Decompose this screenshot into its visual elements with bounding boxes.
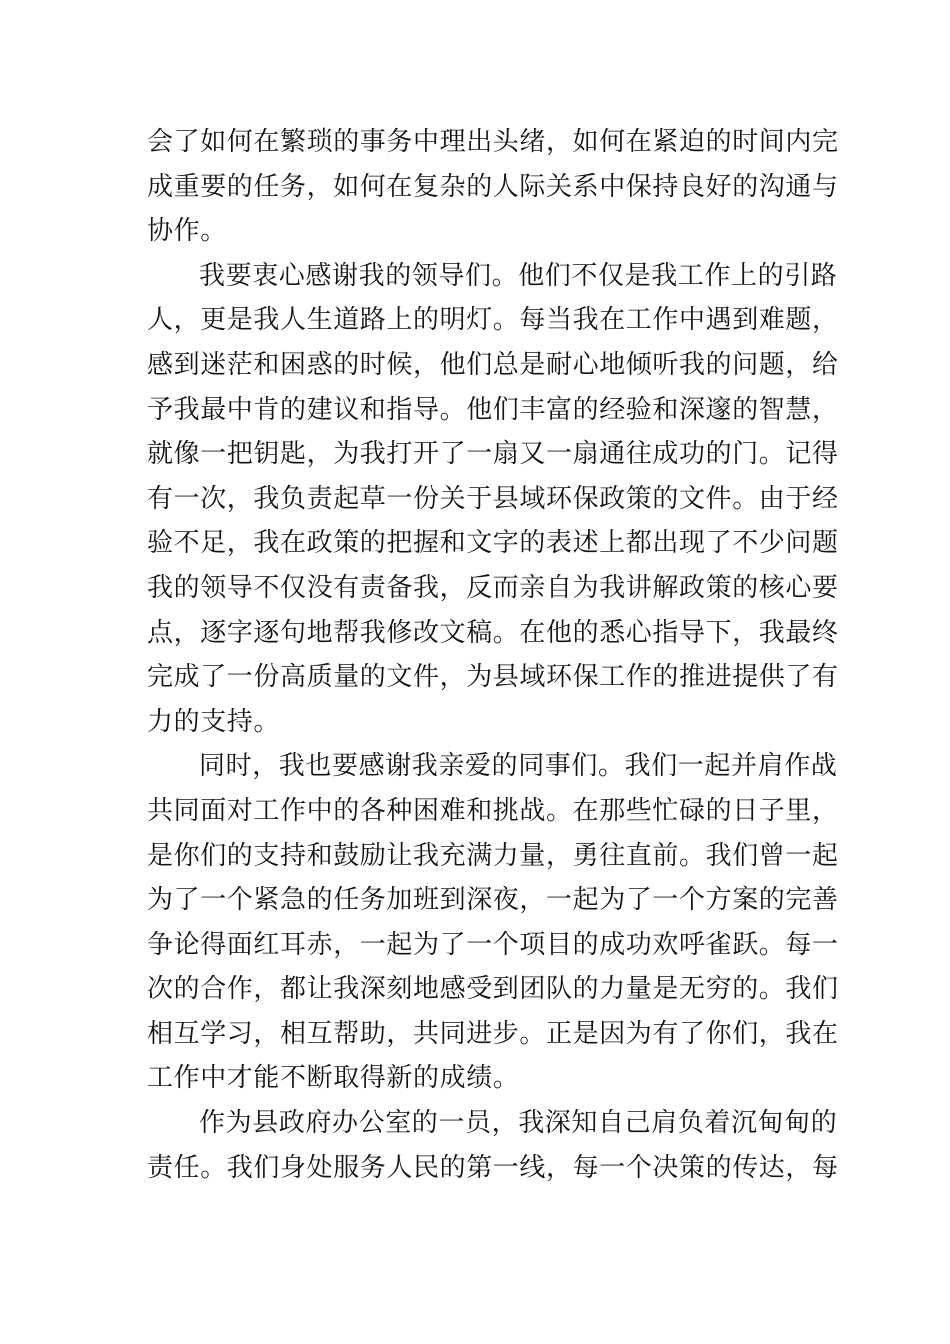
text-line: 相互学习，相互帮助，共同进步。正是因为有了你们，我在 <box>147 1018 839 1049</box>
text-line: 我的领导不仅没有责备我，反而亲自为我讲解政策的核心要 <box>147 572 839 603</box>
paragraph-first-line: 作为县政府办公室的一员，我深知自己肩负着沉甸甸的 <box>199 1108 838 1139</box>
text-line: 有一次，我负责起草一份关于县域环保政策的文件。由于经 <box>147 483 839 514</box>
text-line: 为了一个紧急的任务加班到深夜，一起为了一个方案的完善 <box>147 885 839 916</box>
text-line: 完成了一份高质量的文件，为县域环保工作的推进提供了有 <box>147 662 839 693</box>
text-line: 是你们的支持和鼓励让我充满力量，勇往直前。我们曾一起 <box>147 840 839 871</box>
text-line: 感到迷茫和困惑的时候，他们总是耐心地倾听我的问题，给 <box>147 349 839 380</box>
body-text <box>147 120 839 1190</box>
text-line: 共同面对工作中的各种困难和挑战。在那些忙碌的日子里， <box>147 795 839 826</box>
text-line: 人，更是我人生道路上的明灯。每当我在工作中遇到难题， <box>147 305 839 336</box>
text-line: 验不足，我在政策的把握和文字的表述上都出现了不少问题 <box>147 528 839 559</box>
text-line: 争论得面红耳赤，一起为了一个项目的成功欢呼雀跃。每一 <box>147 929 839 960</box>
text-line: 点，逐字逐句地帮我修改文稿。在他的悉心指导下，我最终 <box>147 617 839 648</box>
text-line: 工作中才能不断取得新的成绩。 <box>147 1063 520 1094</box>
text-line: 会了如何在繁琐的事务中理出头绪，如何在紧迫的时间内完 <box>147 127 839 157</box>
text-line: 成重要的任务，如何在复杂的人际关系中保持良好的沟通与 <box>147 171 839 202</box>
text-line: 协作。 <box>147 216 227 247</box>
text-line: 次的合作，都让我深刻地感受到团队的力量是无穷的。我们 <box>147 974 839 1005</box>
text-line: 就像一把钥匙，为我打开了一扇又一扇通往成功的门。记得 <box>147 439 839 470</box>
text-line: 予我最中肯的建议和指导。他们丰富的经验和深邃的智慧， <box>147 394 839 425</box>
paragraph-first-line: 我要衷心感谢我的领导们。他们不仅是我工作上的引路 <box>199 260 838 291</box>
text-line: 力的支持。 <box>147 706 281 737</box>
text-line: 责任。我们身处服务人民的第一线，每一个决策的传达，每 <box>147 1152 839 1183</box>
paragraph-first-line: 同时，我也要感谢我亲爱的同事们。我们一起并肩作战 <box>199 751 838 782</box>
